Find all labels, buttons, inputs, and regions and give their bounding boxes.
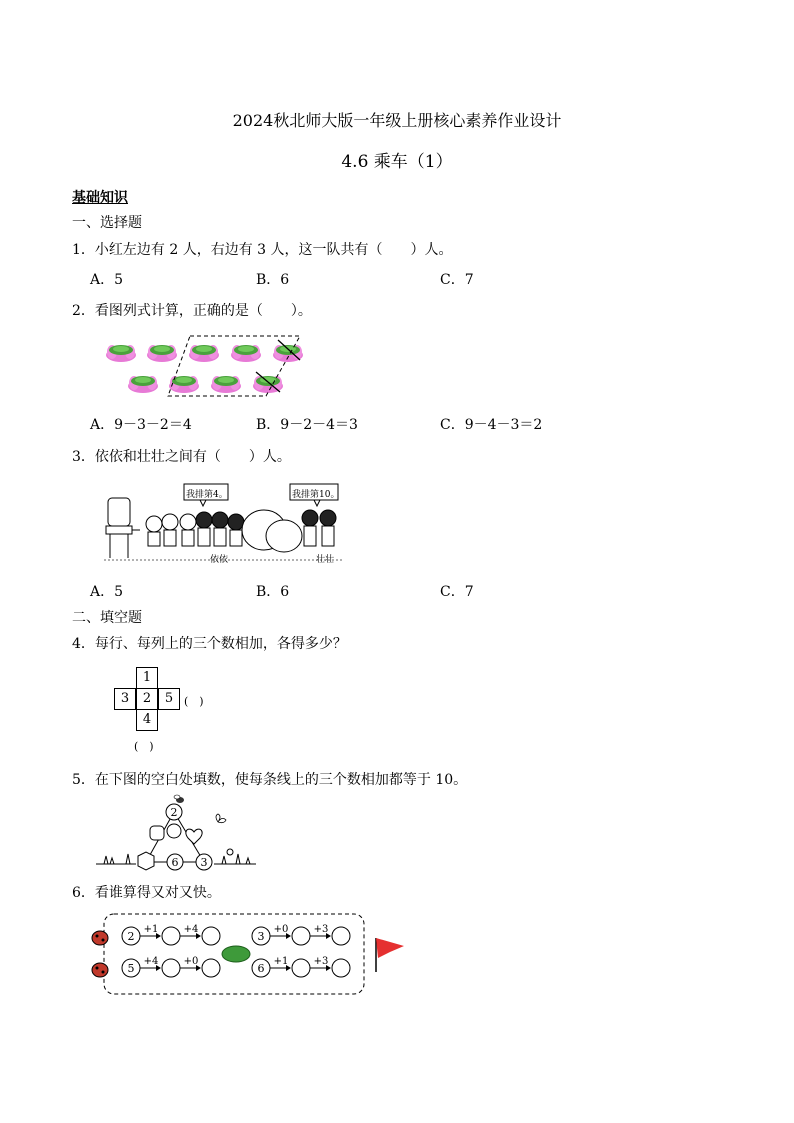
number-bottom-middle: 6 [171,856,179,869]
question-1: 1．小红左边有 2 人，右边有 3 人，这一队共有（ ）人。 [72,242,453,258]
turtle-icon [222,946,250,962]
chain-2a-operation-label: +4 [143,956,159,967]
label-zhuangzhuang: 壮壮 [316,555,335,565]
chain-1a-start-number: 2 [127,930,135,943]
number-top: 2 [170,806,178,819]
section-fill: 二、填空题 [72,610,142,626]
butterfly-icon [216,814,226,823]
column-sum-blank[interactable]: ( ) [134,740,154,753]
lotus-row-bottom [128,376,283,393]
triangle-puzzle-figure [96,794,266,874]
chain-2b-start-number: 6 [257,962,265,975]
children-group-left [146,512,244,546]
section-choice: 一、选择题 [72,215,142,231]
chain-2a-start-number: 5 [127,962,135,975]
chain-2a-answer-circle[interactable] [162,959,180,977]
q1-option-b[interactable]: B．6 [256,272,290,288]
calc-chain-figure [90,908,410,998]
chain-1b-operation-label: +0 [273,924,289,935]
page-title: 2024秋北师大版一年级上册核心素养作业设计 [232,111,562,130]
grid-cell-right: 5 [158,688,180,710]
square-blank[interactable] [150,826,164,840]
lotus-figure [100,334,310,400]
chain-1b-answer-circle[interactable] [292,927,310,945]
grid-cell-bottom: 4 [136,709,158,731]
chain-2a-operation-label: +0 [183,956,199,967]
water-dispenser-icon [106,498,140,558]
q2-option-b[interactable]: B．9－2－4＝3 [256,417,358,433]
ladybug-icon [92,963,108,977]
chain-1b-operation-label: +3 [313,924,329,935]
flag-icon [376,938,404,972]
chain-1b-start-number: 3 [257,930,265,943]
question-5: 5．在下图的空白处填数，使每条线上的三个数相加都等于 10。 [72,772,468,788]
chain-1a-answer-circle[interactable] [202,927,220,945]
bubble-text-left: 我排第4。 [186,490,228,500]
flower-blank[interactable] [167,824,181,838]
question-2: 2．看图列式计算，正确的是（ ）。 [72,303,312,319]
ladybug-icon [92,931,108,945]
grid-cell-center: 2 [136,688,158,710]
hexagon-blank[interactable] [138,852,154,870]
number-bottom-right: 3 [200,856,208,869]
bush-icon [242,510,302,552]
grid-cell-left: 3 [114,688,136,710]
q2-option-c[interactable]: C．9－4－3＝2 [440,417,543,433]
bubble-text-right: 我排第10。 [292,490,340,500]
bee-icon [174,795,184,803]
q3-option-a[interactable]: A．5 [90,584,124,600]
chain-1a-answer-circle[interactable] [162,927,180,945]
children-group-right [302,510,336,546]
q3-option-b[interactable]: B．6 [256,584,290,600]
question-4: 4．每行、每列上的三个数相加，各得多少？ [72,636,347,652]
chain-2b-operation-label: +1 [273,956,289,967]
q2-option-a[interactable]: A．9－3－2＝4 [90,417,192,433]
chain-1a-operation-label: +1 [143,924,159,935]
heart-blank[interactable] [186,829,202,844]
question-3: 3．依依和壮壮之间有（ ）人。 [72,449,291,465]
q1-option-c[interactable]: C．7 [440,272,474,288]
label-yiyi: 依依 [210,555,229,565]
chain-2b-answer-circle[interactable] [332,959,350,977]
q3-option-c[interactable]: C．7 [440,584,474,600]
chain-2b-operation-label: +3 [313,956,329,967]
q1-option-a[interactable]: A．5 [90,272,124,288]
chain-2b-answer-circle[interactable] [292,959,310,977]
section-basics: 基础知识 [72,190,128,206]
lotus-row-top [106,345,303,362]
grid-cell-top: 1 [136,667,158,689]
question-6: 6．看谁算得又对又快。 [72,885,221,901]
row-sum-blank[interactable]: ( ) [184,695,204,708]
chain-1a-operation-label: +4 [183,924,199,935]
chain-1b-answer-circle[interactable] [332,927,350,945]
lesson-title: 4.6 乘车（1） [341,152,453,172]
chain-2a-answer-circle[interactable] [202,959,220,977]
